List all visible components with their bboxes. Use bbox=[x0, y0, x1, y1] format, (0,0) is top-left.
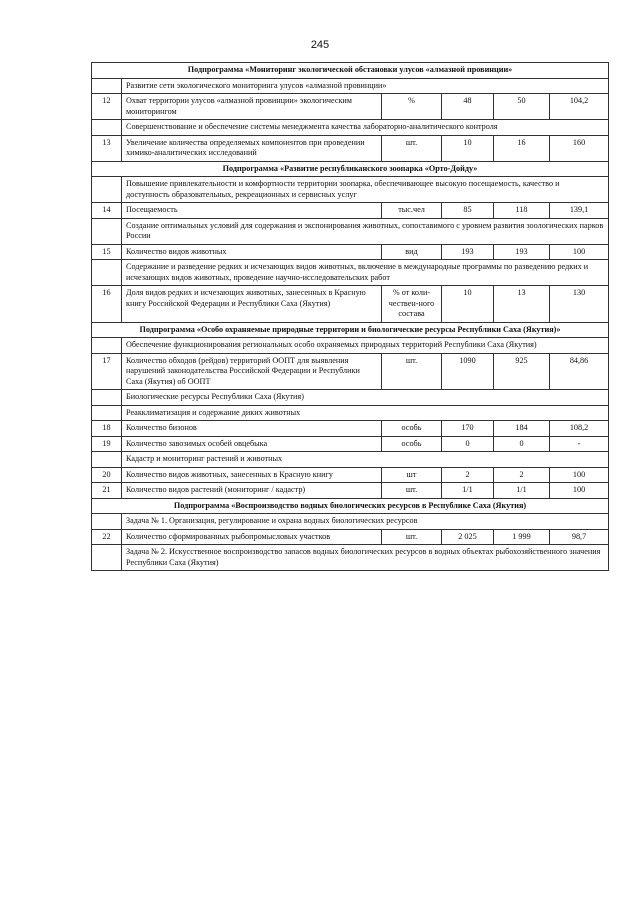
row-number: 22 bbox=[92, 529, 122, 545]
row-number: 17 bbox=[92, 353, 122, 390]
planned-value: 10 bbox=[442, 135, 494, 161]
indicator-row bbox=[92, 244, 609, 260]
indicator-name: Количество видов животных bbox=[122, 244, 382, 260]
task-text: Повышение привлекательности и комфортности территории зоопарка, обеспечивающее высокую посещаемость, качество и доступность образовательных, рекреационных и сервисных услуг bbox=[122, 177, 609, 203]
percent-value: 108,2 bbox=[550, 421, 609, 437]
subprogram-header-row bbox=[92, 161, 609, 177]
indicator-row bbox=[92, 135, 609, 161]
actual-value: 1/1 bbox=[494, 483, 550, 499]
row-number: 18 bbox=[92, 421, 122, 437]
planned-value: 1090 bbox=[442, 353, 494, 390]
actual-value: 1 999 bbox=[494, 529, 550, 545]
unit-cell: шт. bbox=[382, 483, 442, 499]
unit-cell: % от коли-чествен-ного состава bbox=[382, 286, 442, 323]
subprogram-header-row bbox=[92, 498, 609, 514]
planned-value: 2 bbox=[442, 467, 494, 483]
indicator-name: Увеличение количества определяемых компонентов при проведении химико-аналитических исследований bbox=[122, 135, 382, 161]
page-number: 245 bbox=[310, 39, 330, 51]
task-text: Создание оптимальных условий для содержания и экспонирования животных, сопоставимого с уровнем развития зоологических парков России bbox=[122, 218, 609, 244]
indicator-name: Доля видов редких и исчезающих животных, занесенных в Красную книгу Российской Федерации и Республики Саха (Якутия) bbox=[122, 286, 382, 323]
task-row bbox=[92, 452, 609, 468]
unit-cell: шт. bbox=[382, 529, 442, 545]
percent-value: - bbox=[550, 436, 609, 452]
indicator-row bbox=[92, 353, 609, 390]
task-text: Кадастр и мониторинг растений и животных bbox=[122, 452, 609, 468]
actual-value: 193 bbox=[494, 244, 550, 260]
task-text: Развитие сети экологического мониторинга улусов «алмазной провинции» bbox=[122, 78, 609, 94]
task-row bbox=[92, 338, 609, 354]
empty-cell bbox=[92, 405, 122, 421]
planned-value: 48 bbox=[442, 94, 494, 120]
actual-value: 50 bbox=[494, 94, 550, 120]
percent-value: 98,7 bbox=[550, 529, 609, 545]
empty-cell bbox=[92, 338, 122, 354]
task-row bbox=[92, 120, 609, 136]
indicator-row bbox=[92, 529, 609, 545]
task-text: Задача № 2. Искусственное воспроизводство запасов водных биологических ресурсов в водных объектах рыбохозяйственного значения Республики Саха (Якутия) bbox=[122, 545, 609, 571]
empty-cell bbox=[92, 545, 122, 571]
row-number: 14 bbox=[92, 203, 122, 219]
row-number: 20 bbox=[92, 467, 122, 483]
empty-cell bbox=[92, 260, 122, 286]
task-text: Обеспечение функционирования региональных особо охраняемых природных территорий Республики Саха (Якутия) bbox=[122, 338, 609, 354]
task-text: Задача № 1. Организация, регулирование и охрана водных биологических ресурсов bbox=[122, 514, 609, 530]
planned-value: 2 025 bbox=[442, 529, 494, 545]
unit-cell: особь bbox=[382, 421, 442, 437]
subprogram-title: Подпрограмма «Воспроизводство водных биологических ресурсов в Республике Саха (Якутия) bbox=[92, 498, 609, 514]
empty-cell bbox=[92, 452, 122, 468]
indicator-row bbox=[92, 421, 609, 437]
percent-value: 84,86 bbox=[550, 353, 609, 390]
indicator-row bbox=[92, 483, 609, 499]
empty-cell bbox=[92, 390, 122, 406]
task-row bbox=[92, 218, 609, 244]
task-row bbox=[92, 78, 609, 94]
percent-value: 100 bbox=[550, 244, 609, 260]
indicator-name: Количество сформированных рыбопромысловых участков bbox=[122, 529, 382, 545]
task-text: Реакклиматизация и содержание диких животных bbox=[122, 405, 609, 421]
planned-value: 0 bbox=[442, 436, 494, 452]
indicator-name: Количество видов животных, занесенных в Красную книгу bbox=[122, 467, 382, 483]
task-row bbox=[92, 260, 609, 286]
planned-value: 1/1 bbox=[442, 483, 494, 499]
unit-cell: особь bbox=[382, 436, 442, 452]
task-row bbox=[92, 177, 609, 203]
subprogram-header-row bbox=[92, 63, 609, 79]
percent-value: 104,2 bbox=[550, 94, 609, 120]
subprogram-header-row bbox=[92, 322, 609, 338]
actual-value: 184 bbox=[494, 421, 550, 437]
unit-cell: тыс.чел bbox=[382, 203, 442, 219]
task-text: Содержание и разведение редких и исчезающих видов животных, включение в международные программы по разведению редких и исчезающих видов животных, проведение научно-исследовательских работ bbox=[122, 260, 609, 286]
percent-value: 130 bbox=[550, 286, 609, 323]
empty-cell bbox=[92, 120, 122, 136]
task-row bbox=[92, 514, 609, 530]
empty-cell bbox=[92, 78, 122, 94]
task-row bbox=[92, 545, 609, 571]
task-text: Совершенствование и обеспечение системы менеджмента качества лабораторно-аналитического контроля bbox=[122, 120, 609, 136]
indicator-name: Охват территории улусов «алмазной провинции» экологическим мониторингом bbox=[122, 94, 382, 120]
task-text: Биологические ресурсы Республики Саха (Якутия) bbox=[122, 390, 609, 406]
actual-value: 13 bbox=[494, 286, 550, 323]
percent-value: 139,1 bbox=[550, 203, 609, 219]
task-row bbox=[92, 405, 609, 421]
percent-value: 160 bbox=[550, 135, 609, 161]
indicator-name: Количество видов растений (мониторинг / кадастр) bbox=[122, 483, 382, 499]
empty-cell bbox=[92, 514, 122, 530]
indicators-table bbox=[91, 62, 609, 571]
indicator-row bbox=[92, 467, 609, 483]
empty-cell bbox=[92, 218, 122, 244]
row-number: 13 bbox=[92, 135, 122, 161]
planned-value: 193 bbox=[442, 244, 494, 260]
percent-value: 100 bbox=[550, 483, 609, 499]
row-number: 16 bbox=[92, 286, 122, 323]
actual-value: 0 bbox=[494, 436, 550, 452]
actual-value: 118 bbox=[494, 203, 550, 219]
percent-value: 100 bbox=[550, 467, 609, 483]
empty-cell bbox=[92, 177, 122, 203]
planned-value: 170 bbox=[442, 421, 494, 437]
unit-cell: вид bbox=[382, 244, 442, 260]
subprogram-title: Подпрограмма «Развитие республиканского зоопарка «Орто-Дойду» bbox=[92, 161, 609, 177]
unit-cell: шт. bbox=[382, 353, 442, 390]
row-number: 19 bbox=[92, 436, 122, 452]
indicator-row bbox=[92, 94, 609, 120]
actual-value: 16 bbox=[494, 135, 550, 161]
indicator-name: Количество завозимых особей овцебыка bbox=[122, 436, 382, 452]
indicator-row bbox=[92, 286, 609, 323]
task-row bbox=[92, 390, 609, 406]
subprogram-title: Подпрограмма «Мониторинг экологической обстановки улусов «алмазной провинции» bbox=[92, 63, 609, 79]
indicator-row bbox=[92, 203, 609, 219]
row-number: 12 bbox=[92, 94, 122, 120]
indicator-row bbox=[92, 436, 609, 452]
actual-value: 2 bbox=[494, 467, 550, 483]
indicator-name: Количество бизонов bbox=[122, 421, 382, 437]
planned-value: 10 bbox=[442, 286, 494, 323]
row-number: 15 bbox=[92, 244, 122, 260]
row-number: 21 bbox=[92, 483, 122, 499]
unit-cell: шт. bbox=[382, 135, 442, 161]
subprogram-title: Подпрограмма «Особо охраняемые природные территории и биологические ресурсы Республики Саха (Якутия)» bbox=[92, 322, 609, 338]
unit-cell: шт bbox=[382, 467, 442, 483]
indicator-name: Количество обходов (рейдов) территорий ООПТ для выявления нарушений законодательства Российской Федерации и Республики Саха (Якутия) об ООПТ bbox=[122, 353, 382, 390]
planned-value: 85 bbox=[442, 203, 494, 219]
indicator-name: Посещаемость bbox=[122, 203, 382, 219]
unit-cell: % bbox=[382, 94, 442, 120]
actual-value: 925 bbox=[494, 353, 550, 390]
